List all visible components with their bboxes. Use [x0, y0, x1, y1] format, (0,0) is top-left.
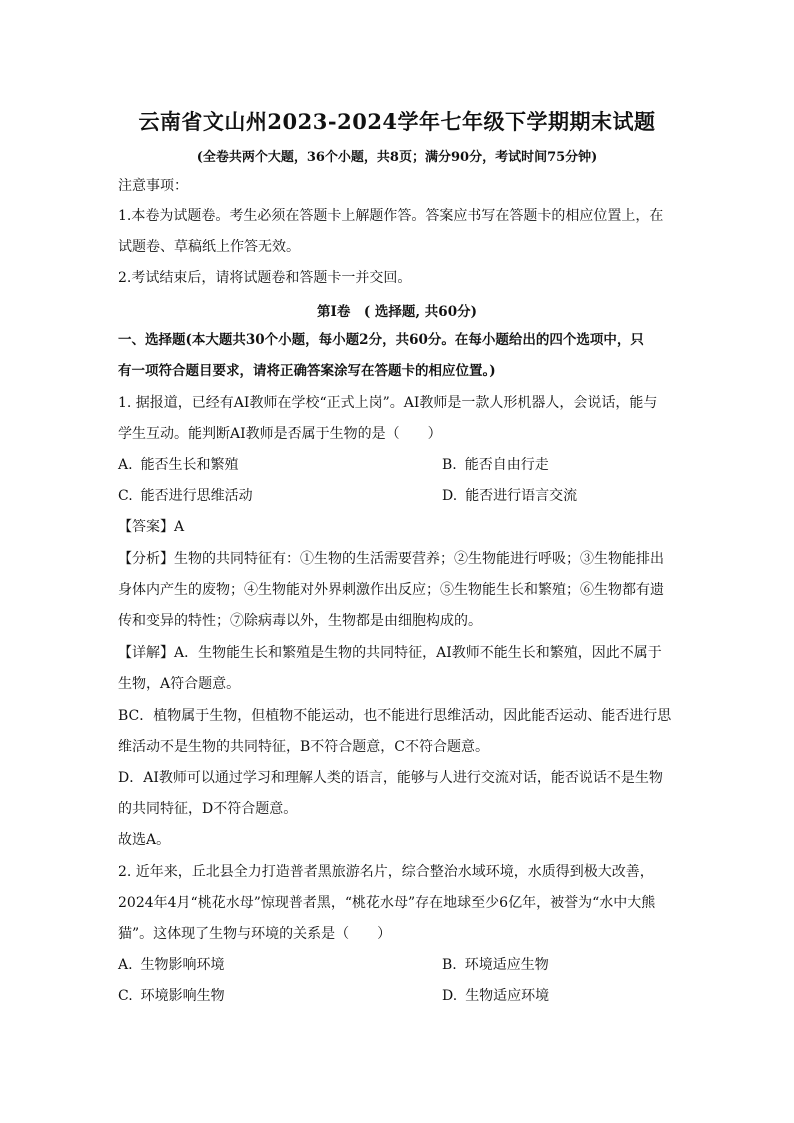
option-letter: D.	[442, 488, 458, 504]
question-2-option-c	[118, 986, 225, 1006]
exam-subtitle: (全卷共两个大题，36个小题，共8页；满分90分，考试时间75分钟)	[196, 150, 598, 165]
analysis-label: 【分析】	[118, 551, 174, 567]
exam-title: 云南省文山州2023-2024学年七年级下学期期末试题	[138, 109, 656, 134]
question-1-option-d	[442, 486, 577, 506]
question-1-analysis-line-2: 身体内产生的废物；④生物能对外界刺激作出反应；⑤生物能生长和繁殖；⑥生物都有遗	[118, 582, 664, 598]
option-text: 能否进行思维活动	[140, 488, 253, 504]
question-2-stem-line-3: 猫”。这体现了生物与环境的关系是（ ）	[118, 926, 392, 942]
question-1-option-a	[118, 455, 239, 475]
question-1-detail-line-6: 的共同特征，D不符合题意。	[118, 801, 298, 817]
option-text: 环境适应生物	[464, 957, 549, 973]
question-1-analysis-line-3: 传和变异的特性；⑦除病毒以外，生物都是由细胞构成的。	[118, 613, 482, 629]
question-2-option-b	[442, 955, 549, 975]
question-1-stem-line-2: 学生互动。能判断AI教师是否属于生物的是（ ）	[118, 426, 442, 442]
question-1-detail-line-4: 维活动不是生物的共同特征，B不符合题意，C不符合题意。	[118, 739, 489, 755]
option-letter: B.	[442, 457, 457, 473]
section-instructions-line-1: 一、选择题(本大题共30个小题，每小题2分，共60分。在每小题给出的四个选项中，只	[118, 332, 644, 348]
question-1-conclusion: 故选A。	[118, 832, 171, 848]
detail-label: 【详解】	[118, 645, 174, 661]
question-1-answer: 【答案】A	[118, 519, 185, 535]
option-letter: A.	[118, 957, 133, 973]
question-2-option-d	[442, 986, 549, 1006]
notice-item-2: 2.考试结束后，请将试题卷和答题卡一并交回。	[118, 270, 412, 286]
option-text: 生物适应环境	[465, 988, 550, 1004]
notice-heading: 注意事项：	[118, 178, 188, 194]
question-1-option-c	[118, 486, 253, 506]
detail-text: A．生物能生长和繁殖是生物的共同特征，AI教师不能生长和繁殖，因此不属于	[174, 645, 662, 661]
question-1-detail-line-2: 生物，A符合题意。	[118, 676, 241, 692]
option-letter: D.	[442, 988, 458, 1004]
option-letter: C.	[118, 988, 133, 1004]
section-instructions-line-2: 有一项符合题目要求，请将正确答案涂写在答题卡的相应位置。)	[118, 363, 496, 379]
option-text: 能否生长和繁殖	[140, 457, 239, 473]
question-2-stem-line-1: 2. 近年来，丘北县全力打造普者黑旅游名片，综合整治水域环境，水质得到极大改善，	[118, 864, 654, 880]
question-2-option-a	[118, 955, 225, 975]
option-text: 环境影响生物	[140, 988, 225, 1004]
question-1-analysis-line-1	[118, 549, 664, 569]
question-1-stem-line-1: 1. 据报道，已经有AI教师在学校“正式上岗”。AI教师是一款人形机器人，会说话，能与	[118, 395, 658, 411]
notice-item-1-line-2: 试题卷、草稿纸上作答无效。	[118, 239, 300, 255]
analysis-text: 生物的共同特征有：①生物的生活需要营养；②生物能进行呼吸；③生物能排出	[174, 551, 664, 567]
question-1-detail-line-3: BC．植物属于生物，但植物不能运动，也不能进行思维活动，因此能否运动、能否进行思	[118, 708, 672, 724]
question-1-option-b	[442, 455, 549, 475]
option-letter: A.	[118, 457, 133, 473]
question-1-detail-line-1	[118, 643, 662, 663]
notice-item-1-line-1: 1.本卷为试题卷。考生必须在答题卡上解题作答。答案应书写在答题卡的相应位置上，在	[118, 208, 664, 224]
option-letter: C.	[118, 488, 133, 504]
option-text: 生物影响环境	[140, 957, 225, 973]
question-2-stem-line-2: 2024年4月“桃花水母”惊现普者黑，“桃花水母”存在地球至少6亿年，被誉为“水中大熊	[118, 895, 656, 911]
option-text: 能否进行语言交流	[465, 488, 578, 504]
part-heading: 第Ⅰ卷 ( 选择题, 共60分)	[317, 304, 477, 320]
option-text: 能否自由行走	[464, 457, 549, 473]
question-1-detail-line-5: D．AI教师可以通过学习和理解人类的语言，能够与人进行交流对话，能否说话不是生物	[118, 770, 663, 786]
option-letter: B.	[442, 957, 457, 973]
